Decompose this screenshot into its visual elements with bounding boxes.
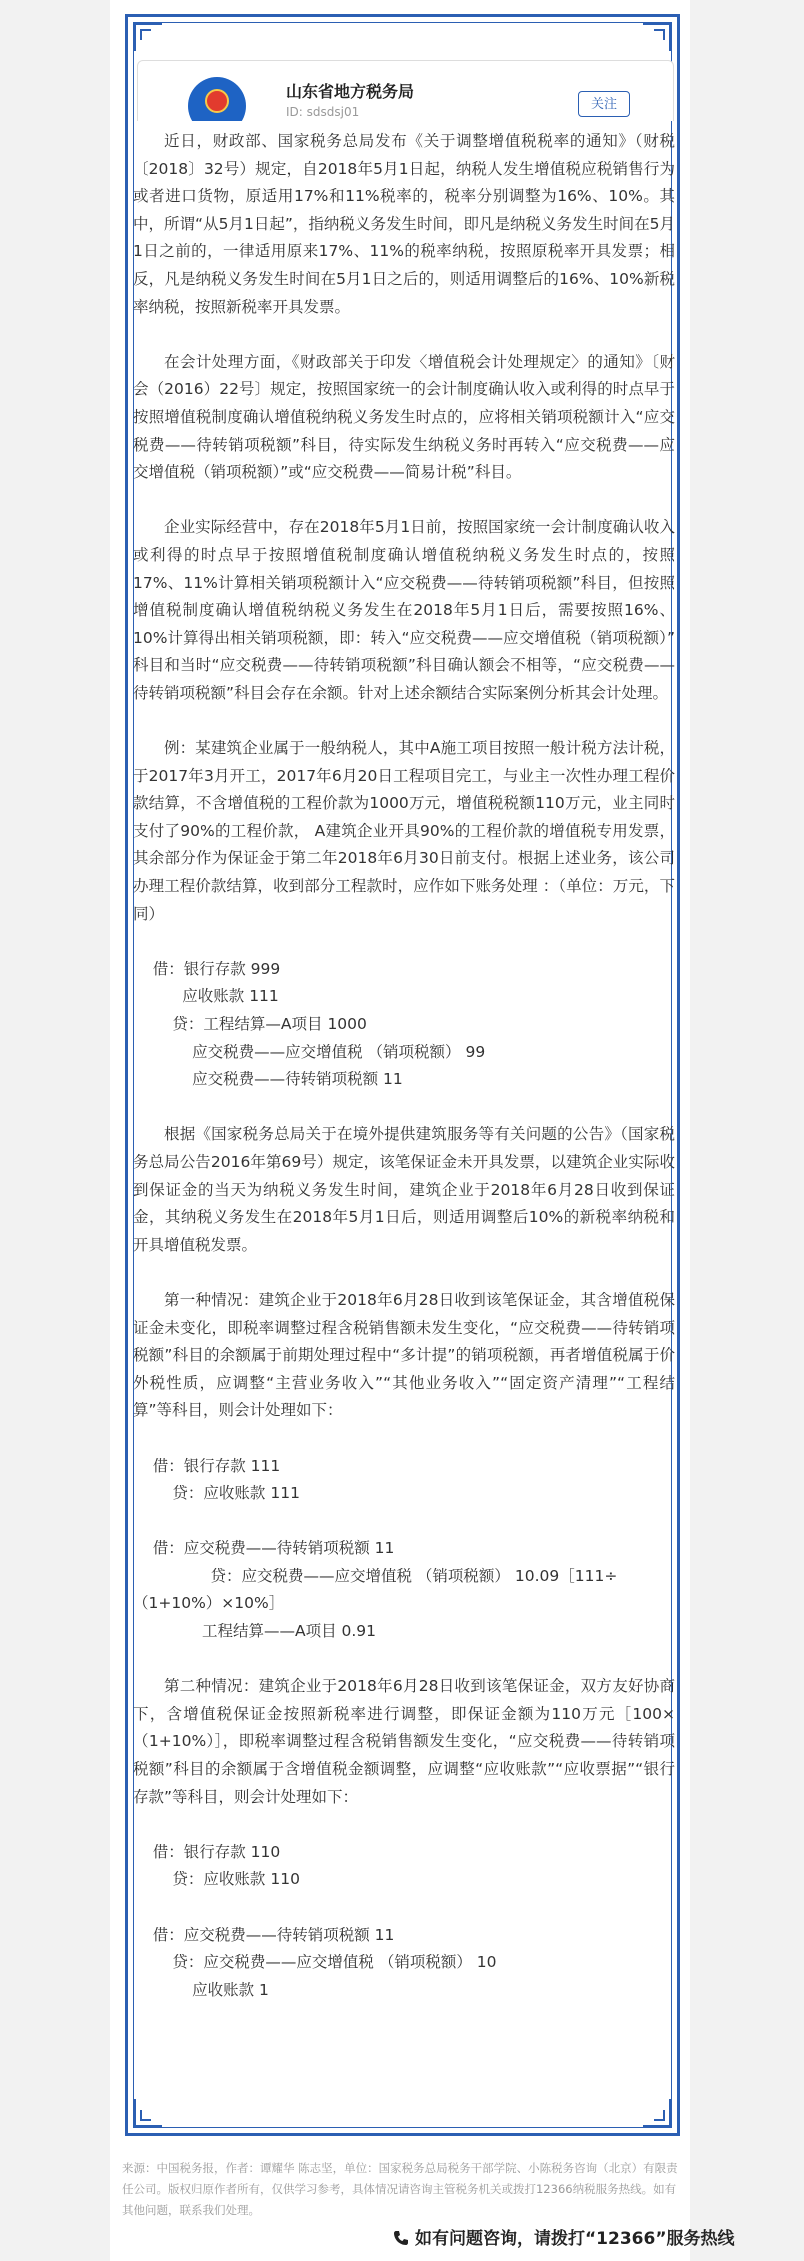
journal-entry-line: 贷：应交税费——应交增值税 （销项税额） 10 bbox=[133, 1953, 497, 1972]
corner-ornament-top-right bbox=[643, 23, 671, 51]
article-paragraph: 第一种情况：建筑企业于2018年6月28日收到该笔保证金，其含增值税保证金未变化，即税率调整过程含税销售额未发生变化，“应交税费——待转销项税额”科目的余额属于前期处理过程中“多计提”的销项税额，再者增值税属于价外税性质，应调整“主营业务收入”“其他业务收入”“固定资产清理”“工程结算”等科目，则会计处理如下： bbox=[133, 1290, 675, 1420]
paragraph-gap bbox=[133, 1894, 675, 1922]
paragraph-gap bbox=[133, 928, 675, 956]
article-paragraph: 例：某建筑企业属于一般纳税人，其中A施工项目按照一般计税方法计税，于2017年3月开工，2017年6月20日工程项目完工，与业主一次性办理工程价款结算，不含增值税的工程价款为1000万元，增值税税额110万元，业主同时支付了90%的工程价款， A建筑企业开具90%的工程价款的增值税专用发票，其余部分作为保证金于第二年2018年6月30日前支付。根据上述业务，该公司办理工程价款结算，收到部分工程款时，应作如下账务处理 ：（单位：万元，下同） bbox=[133, 739, 675, 923]
paragraph-gap bbox=[133, 321, 675, 349]
follow-button[interactable]: 关注 bbox=[578, 91, 630, 117]
journal-entry-line: 借：银行存款 110 bbox=[133, 1842, 281, 1861]
paragraph-gap bbox=[133, 1425, 675, 1453]
journal-entry-line: 工程结算——A项目 0.91 bbox=[133, 1622, 377, 1641]
emblem-center bbox=[205, 89, 229, 113]
journal-entry-line: 借：银行存款 111 bbox=[133, 1456, 281, 1475]
journal-entry-line: 贷：应收账款 110 bbox=[133, 1870, 300, 1889]
journal-entry-line: 应收账款 111 bbox=[133, 987, 279, 1006]
hotline-text: 如有问题咨询，请拨打“12366”服务热线 bbox=[415, 2229, 735, 2249]
article-paragraph: 近日，财政部、国家税务总局发布《关于调整增值税税率的通知》（财税〔2018〕32号）规定，自2018年5月1日起，纳税人发生增值税应税销售行为或者进口货物，原适用17%和11%税率的，税率分别调整为16%、10%。其中，所谓“从5月1日起”，指纳税义务发生时间，即凡是纳税义务发生时间在5月1日之前的，一律适用原来17%、11%的税率纳税，按照原税率开具发票；相反，凡是纳税义务发生时间在5月1日之后的，则适用调整后的16%、10%新税率纳税，按照新税率开具发票。 bbox=[133, 132, 675, 316]
journal-entry-line: 借：应交税费——待转销项税额 11 bbox=[133, 1539, 395, 1558]
paragraph-gap bbox=[133, 1508, 675, 1536]
journal-entry-line: 贷：工程结算—A项目 1000 bbox=[133, 1015, 367, 1033]
corner-ornament-top-left bbox=[134, 23, 162, 51]
article-paragraph: 在会计处理方面，《财政部关于印发〈增值税会计处理规定〉的通知》〔财会（2016）22号〕规定，按照国家统一的会计制度确认收入或利得的时点早于按照增值税制度确认增值税纳税义务发生时点的，应将相关销项税额计入“应交税费——待转销项税额”科目，待实际发生纳税义务时再转入“应交税费——应交增值税（销项税额）”或“应交税费——简易计税”科目。 bbox=[133, 352, 675, 482]
hotline-banner bbox=[393, 2224, 735, 2249]
article-paragraph: 根据《国家税务总局关于在境外提供建筑服务等有关问题的公告》（国家税务总局公告2016年第69号）规定，该笔保证金未开具发票，以建筑企业实际收到保证金的当天为纳税义务发生时间，建筑企业于2018年6月28日收到保证金，其纳税义务发生在2018年5月1日后，则适用调整后10%的新税率纳税和开具增值税发票。 bbox=[133, 1125, 675, 1254]
corner-ornament-bottom-right bbox=[643, 2099, 671, 2127]
phone-icon bbox=[393, 2230, 409, 2246]
paragraph-gap bbox=[133, 707, 675, 735]
paragraph-gap bbox=[133, 1094, 675, 1122]
journal-entry-line: 应收账款 1 bbox=[133, 1980, 269, 1999]
article-body bbox=[133, 128, 675, 2004]
journal-entry-line: 贷：应收账款 111 bbox=[133, 1484, 300, 1503]
source-note: 来源：中国税务报，作者：谭耀华 陈志坚，单位：国家税务总局税务干部学院、小陈税务咨询（北京）有限责任公司。版权归原作者所有，仅供学习参考，具体情况请咨询主管税务机关或拨打12366纳税服务热线。如有其他问题，联系我们处理。 bbox=[122, 2161, 678, 2217]
paragraph-gap bbox=[133, 487, 675, 515]
journal-entry-line: 借：银行存款 999 bbox=[133, 959, 281, 978]
journal-entry-line: 应交税费——待转销项税额 11 bbox=[133, 1070, 403, 1089]
article-paragraph: 企业实际经营中，存在2018年5月1日前，按照国家统一会计制度确认收入或利得的时点早于按照增值税制度确认增值税纳税义务发生时点的，按照17%、11%计算相关销项税额计入“应交税费——待转销项税额”科目，但按照增值税制度确认增值税纳税义务发生在2018年5月1日后，需要按照16%、10%计算得出相关销项税额，即：转入“应交税费——应交增值税（销项税额）” 科目和当时“应交税费——待转销项税额”科目确认额会不相等，“应交税费——待转销项税额”科目会存在余额。针对上述余额结合实际案例分析其会计处理。 bbox=[133, 518, 675, 702]
journal-entry-line: 借：应交税费——待转销项税额 11 bbox=[133, 1925, 395, 1944]
account-id: ID: sdsdsj01 bbox=[286, 105, 360, 119]
account-card[interactable] bbox=[137, 60, 674, 121]
paragraph-gap bbox=[133, 1259, 675, 1287]
journal-entry-line: 应交税费——应交增值税 （销项税额） 99 bbox=[133, 1042, 486, 1061]
account-name: 山东省地方税务局 bbox=[286, 82, 415, 101]
article-paragraph: 第二种情况：建筑企业于2018年6月28日收到该笔保证金，双方友好协商下，含增值税保证金按照新税率进行调整，即保证金额为110万元［100×（1+10%）］，即税率调整过程含税销售额发生变化，“应交税费——待转销项税额”科目的余额属于含增值税金额调整，应调整“应收账款”“应收票据”“银行存款”等科目，则会计处理如下： bbox=[133, 1677, 675, 1806]
tax-bureau-emblem-icon bbox=[188, 77, 246, 121]
paragraph-gap bbox=[133, 1811, 675, 1839]
article-paragraph: 贷：应交税费——应交增值税 （销项税额） 10.09［111÷（1+10%）×10%］ bbox=[133, 1566, 618, 1613]
corner-ornament-bottom-left bbox=[134, 2099, 162, 2127]
paragraph-gap bbox=[133, 1646, 675, 1674]
